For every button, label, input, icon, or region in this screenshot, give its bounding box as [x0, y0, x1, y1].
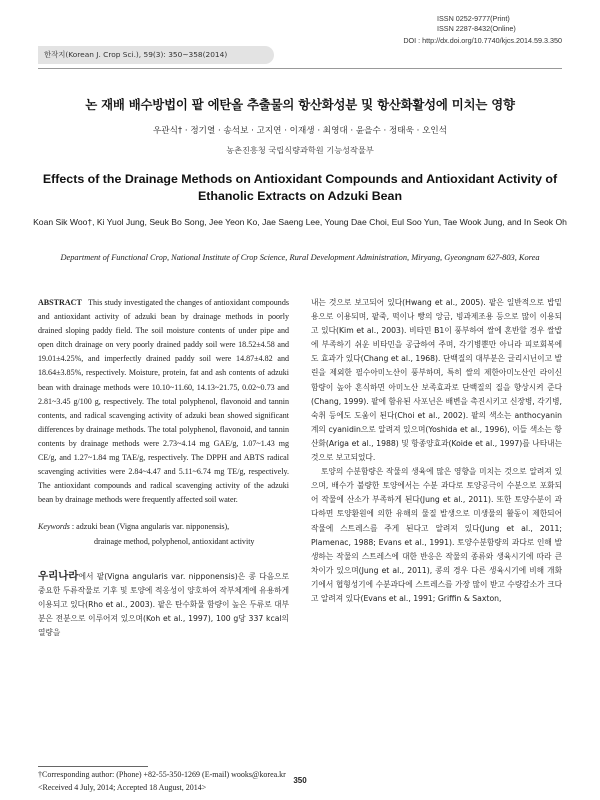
right-paragraph-2: 토양의 수분함량은 작물의 생육에 많은 영향을 미치는 것으로 알려져 있으며, 배수가 불량한 토양에서는 수분 과다로 토양공극이 수분으로 포화되어 작물에 산소가 부족하게 된다(Jung et al., 2011). 또한 토양수분이 과다하면 토양환원에 의한 유해의 물질 발생으로 미생물의 활동이 제한되어 작물에 스트레스를 주게 된다고 알려져 있다(Jung et al., 2011; Plamenac, 1988; Evans et al., 1991). 토양수분함량의 과다로 인해 발생하는 작물의 스트레스에 대한 반응은 작물의 종류와 생육시기에 따라 큰 차이가 있으며(Jung et al., 2011), 콩의 경우 다른 생육시기에 비해 개화기에서 협형성기에 수분과다에 스트레스를 가장 많이 받고 수량감소가 크다고 알려져 있다(Evans et al., 1991; Griffin & Saxton, [311, 467, 562, 603]
issn-online: ISSN 2287-8432(Online) [437, 24, 516, 33]
abstract-text: This study investigated the changes of antioxidant compounds and antioxidant activity of adzuki bean by drainage methods in poorly drained sloping paddy field. The soil moisture contents of under pipe and open ditch drainage on very poorly drained paddy soil were 18.52±4.58 and 19.01±4.25%, and imperfectly drained paddy soil were 14.87±4.82 and 18.64±3.85%, respectively. Moisture, protein, fat and ash contents of adzuki bean with drainage methods were 10.10~11.60, 14.13~21.75, 0.02~0.73 and 2.81~3.45 g/100 g, respectively. The total polyphenol, flavonoid and tannin contents, and radical scavenging activity of adzuki bean showed significant differences by drainage methods. The total polyphenol, flavonoid, and tannin contents by drainage methods were 2.73~4.14 mg GAE/g, 1.07~1.43 mg CE/g, and 1.27~1.84 mg TAE/g, respectively. The DPPH and ABTS radical scavenging activities were 2.84~4.47 and 5.11~6.74 mg TE/g, respectively. The antioxidant compounds and radical scavenging activity of the adzuki bean by drainage methods were frequently affected soil water. [38, 298, 289, 505]
intro-lead: 우리나라 [38, 569, 79, 582]
introduction-paragraph [38, 569, 289, 640]
authors-korean: 우관식† · 정기열 · 송석보 · 고지연 · 이재생 · 최영대 · 윤을수 · 정태욱 · 오인석 [152, 126, 447, 136]
keywords-label: Keywords [38, 522, 70, 532]
footnote-divider [38, 766, 148, 767]
keywords-line2: drainage method, polyphenol, antioxidant activity [94, 536, 255, 546]
title-english: Effects of the Drainage Methods on Antioxidant Compounds and Antioxidant Activity of Ethanolic Extracts on Adzuki Bean [42, 172, 558, 203]
issn-block [437, 14, 562, 34]
keywords-line1: : adzuki bean (Vigna angularis var. nipponensis), [71, 522, 230, 532]
title-korean: 논 재배 배수방법이 팥 에탄올 추출물의 항산화성분 및 항산화활성에 미치는 영향 [85, 97, 515, 112]
abstract-label: ABSTRACT [38, 298, 82, 307]
affiliation-korean: 농촌진흥청 국립식량과학원 기능성작물부 [226, 145, 374, 155]
issn-print: ISSN 0252-9777(Print) [437, 14, 510, 23]
right-paragraph-1: 내는 것으로 보고되어 있다(Hwang et al., 2005). 팥은 일반적으로 밥밑용으로 이용되며, 팥죽, 떡이나 빵의 앙금, 빙과제조용 등으로 많이 이용되고 있다(Kim et al., 2003). 비타민 B1이 풍부하여 쌀에 혼반할 경우 쌀밥에 부족하기 쉬운 비타민을 공급하여 주며, 각기병뿐만 아니라 피로회복에도 효과가 있다(Chang et al., 1968). 단백질의 대부분은 글리시닌이고 발린을 제외한 필수아미노산이 풍부하며, 특히 쌀의 제한아미노산인 라이신 함량이 높아 혼식하면 아미노산 보족효과로 단백질의 질을 향상시켜 준다(Chang, 1999). 팥에 함유된 사포닌은 배변을 촉진시키고 신장병, 각기병, 숙취 등에도 도움이 된다(Choi et al., 2002). 팥의 색소는 anthocyanin계의 cyanidin으로 알려져 있으며(Yoshida et al., 1996), 이들 색소는 항산화(Ariga et al., 1988) 및 항종양효과(Koide et al., 1997)를 나타내는 것으로 보고되었다. [311, 298, 562, 463]
doi-link[interactable]: DOI : http://dx.doi.org/10.7740/kjcs.2014.59.3.350 [403, 36, 562, 45]
header-divider [38, 68, 562, 69]
received-dates: <Received 4 July, 2014; Accepted 18 August, 2014> [38, 782, 207, 792]
authors-english: Koan Sik Woo†, Ki Yuol Jung, Seuk Bo Song, Jee Yeon Ko, Jae Saeng Lee, Young Dae Choi, Eul Soo Yun, Tae Wook Jung, and In Seok Oh [33, 217, 567, 227]
journal-reference: 한작지(Korean J. Crop Sci.), 59(3): 350~358(2014) [38, 46, 274, 64]
abstract [38, 296, 289, 507]
affiliation-english: Department of Functional Crop, National Institute of Crop Science, Rural Development Administration, Miryang, Gyeongnam 627-803, Korea [60, 253, 540, 262]
left-column [38, 296, 289, 640]
keywords [38, 520, 289, 548]
corresponding-author: †Corresponding author: (Phone) +82-55-350-1269 (E-mail) wooks@korea.kr [38, 770, 286, 779]
page-number: 350 [293, 776, 307, 785]
intro-text: 에서 팥(Vigna angularis var. nipponensis)은 콩 다음으로 중요한 두류작물로 기후 및 토양에 적응성이 양호하여 작부체계에 유용하게 이용되고 있다(Rho et al., 2003). 팥은 탄수화물 함량이 높은 두류로 대부분은 전분으로 이루어져 있으며(Koh et al., 1997), 100 g당 337 kcal의 열량을 [38, 571, 289, 637]
right-column [311, 296, 562, 606]
